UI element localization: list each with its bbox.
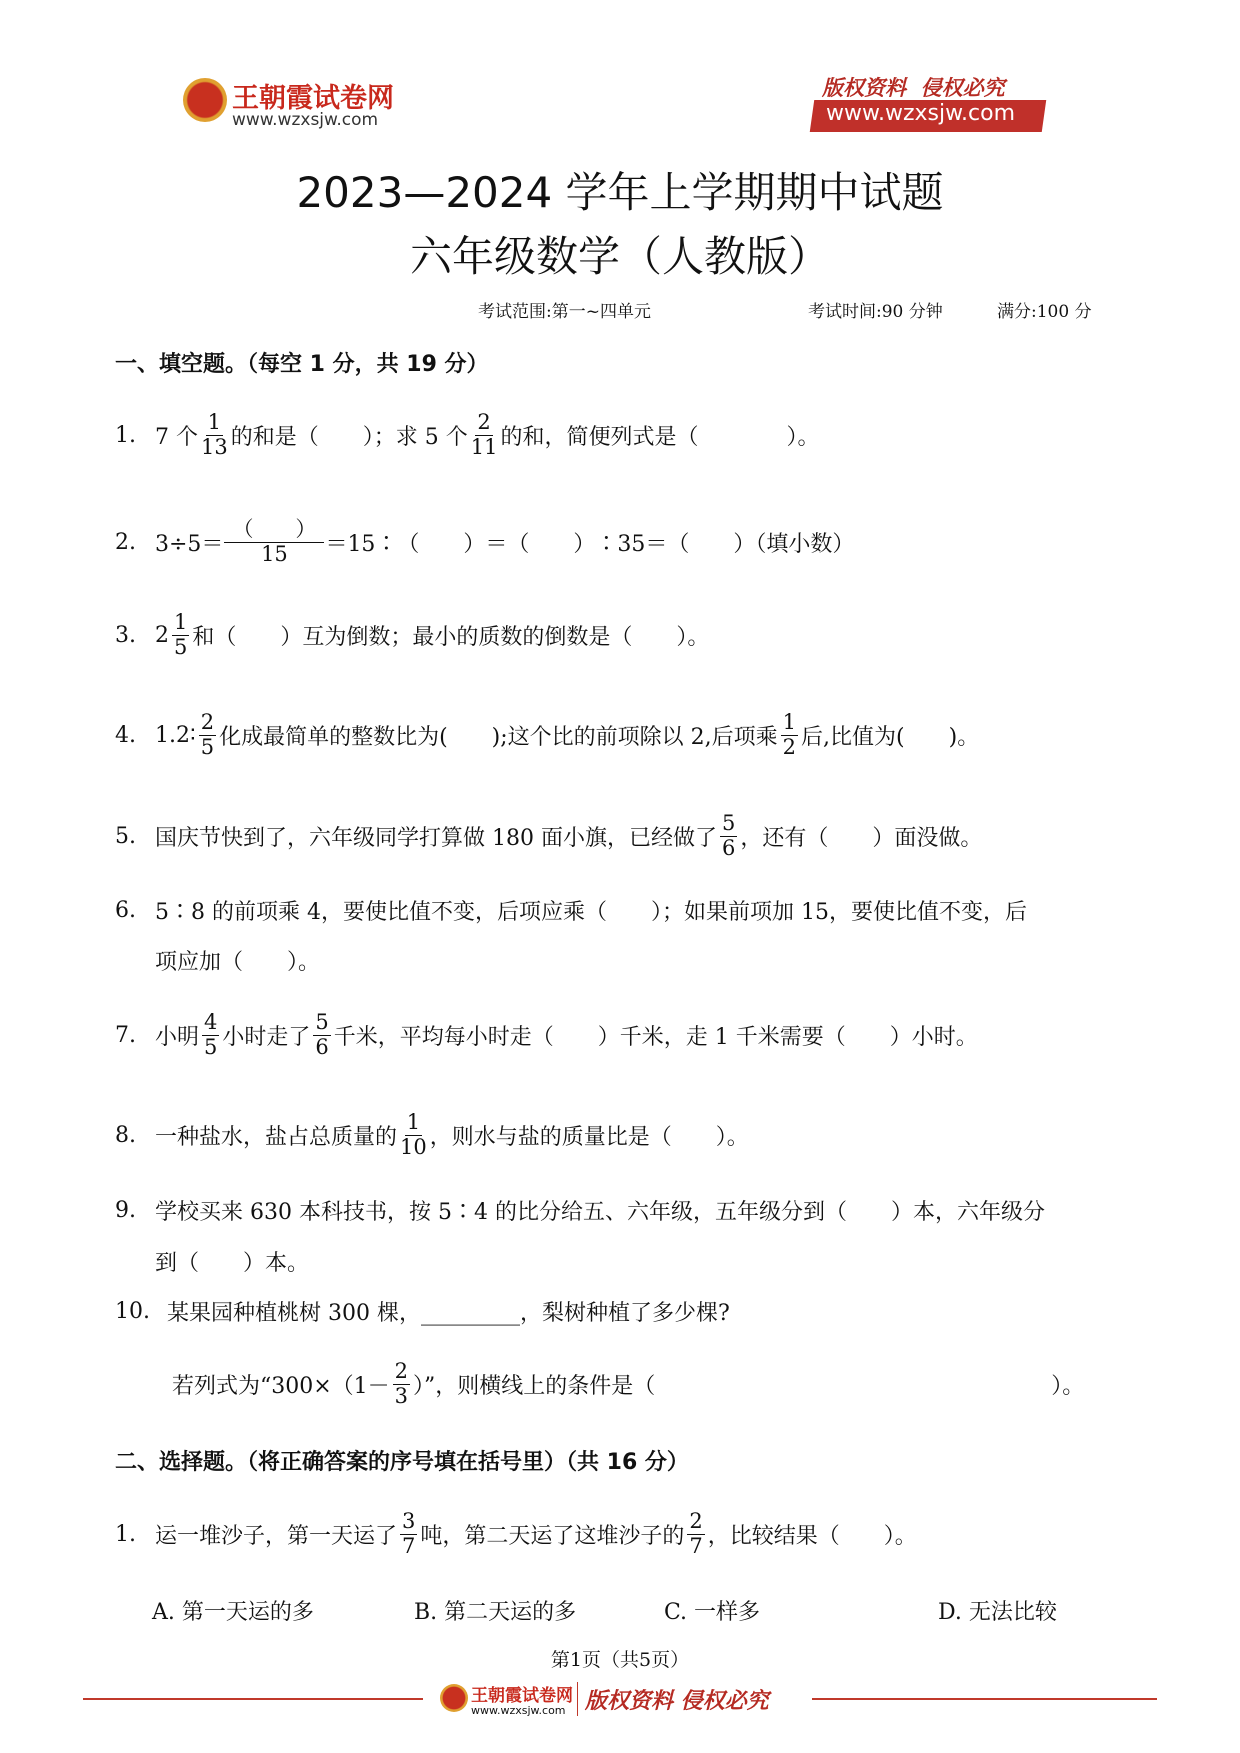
denominator: 5 bbox=[204, 1034, 218, 1059]
footer-divider bbox=[812, 1698, 1157, 1700]
fraction bbox=[172, 611, 189, 658]
element bbox=[440, 1684, 468, 1712]
brand-name: 王朝霞试卷网 bbox=[232, 83, 394, 114]
exam-score: 满分:100 分 bbox=[997, 302, 1092, 322]
denominator: 6 bbox=[315, 1034, 329, 1059]
question-number: 4. bbox=[115, 722, 136, 748]
text: 国庆节快到了，六年级同学打算做 180 面小旗，已经做了 bbox=[155, 825, 717, 851]
text: 化成最简单的整数比为( );这个比的前项除以 2,后项乘 bbox=[219, 724, 778, 750]
text: 2 bbox=[155, 622, 169, 648]
text: ＝15∶（ ）＝（ ）∶35＝（ ）（填小数） bbox=[325, 531, 855, 557]
question-7 bbox=[115, 1005, 978, 1065]
numerator: 2 bbox=[200, 710, 215, 735]
denominator: 11 bbox=[470, 434, 498, 459]
brand-url[interactable]: www.wzxsjw.com bbox=[232, 110, 379, 130]
text: 1.2∶ bbox=[155, 722, 196, 748]
page-number: 第1页（共5页） bbox=[550, 1649, 690, 1671]
question-3 bbox=[115, 605, 709, 665]
option-c: C. 一样多 bbox=[664, 1599, 761, 1625]
question-5 bbox=[115, 806, 982, 866]
denominator: 2 bbox=[782, 734, 797, 759]
banner-url[interactable]: www.wzxsjw.com bbox=[826, 101, 1016, 126]
numerator: 1 bbox=[782, 710, 797, 735]
text: 千米，平均每小时走（ ）千米，走 1 千米需要（ ）小时。 bbox=[333, 1024, 978, 1050]
numerator: 4 bbox=[204, 1010, 218, 1035]
choice-question-1 bbox=[115, 1504, 917, 1564]
text: 一种盐水，盐占总质量的 bbox=[155, 1124, 398, 1150]
text: 的和是（ ）；求 5 个 bbox=[230, 424, 468, 450]
text: 若列式为“300×（1－ bbox=[172, 1373, 390, 1399]
question-number: 1. bbox=[115, 1521, 136, 1547]
exam-subtitle: 六年级数学（人教版） bbox=[409, 232, 830, 281]
denominator: 5 bbox=[174, 634, 188, 659]
question-1 bbox=[115, 405, 819, 465]
fraction bbox=[199, 711, 216, 758]
logo-emblem-icon bbox=[183, 78, 227, 122]
question-number: 7. bbox=[115, 1022, 136, 1048]
numerator: 3 bbox=[402, 1509, 416, 1534]
footer-url[interactable]: www.wzxsjw.com bbox=[471, 1704, 566, 1717]
question-number: 1. bbox=[115, 422, 136, 448]
question-number: 8. bbox=[115, 1122, 136, 1148]
question-number: 3. bbox=[115, 622, 136, 648]
option-b: B. 第二天运的多 bbox=[414, 1599, 577, 1625]
numerator: 1 bbox=[406, 1110, 421, 1135]
text: 某果园种植桃树 300 棵，_________，梨树种植了多少棵? bbox=[167, 1300, 730, 1326]
fraction bbox=[781, 711, 798, 758]
text: 小明 bbox=[155, 1024, 200, 1050]
option-a: A. 第一天运的多 bbox=[152, 1599, 314, 1625]
exam-title: 2023—2024 学年上学期期中试题 bbox=[296, 168, 944, 217]
option-d: D. 无法比较 bbox=[938, 1599, 1057, 1625]
question-8 bbox=[115, 1105, 749, 1165]
question-4 bbox=[115, 705, 979, 765]
question-10-cont bbox=[172, 1354, 1084, 1414]
text: 运一堆沙子，第一天运了 bbox=[155, 1523, 398, 1549]
denominator: 15 bbox=[261, 541, 288, 566]
denominator: 13 bbox=[201, 434, 228, 459]
question-number: 2. bbox=[115, 529, 136, 555]
text: 小时走了 bbox=[222, 1024, 311, 1050]
fraction bbox=[720, 812, 737, 859]
text: 到（ ）本。 bbox=[155, 1250, 310, 1276]
text: ）”，则横线上的条件是（ ）。 bbox=[413, 1373, 1085, 1399]
text: 项应加（ ）。 bbox=[155, 949, 321, 975]
text: 和（ ）互为倒数；最小的质数的倒数是（ ）。 bbox=[192, 624, 710, 650]
denominator: 7 bbox=[402, 1533, 416, 1558]
question-number: 6. bbox=[115, 897, 136, 923]
fraction bbox=[400, 1510, 417, 1557]
text: 7 个 bbox=[155, 424, 198, 450]
question-number: 10. bbox=[115, 1298, 150, 1324]
text: 学校买来 630 本科技书，按 5∶4 的比分给五、六年级，五年级分到（ ）本，六年级分 bbox=[155, 1199, 1045, 1225]
footer-brand: 王朝霞试卷网 bbox=[471, 1686, 573, 1706]
text: 后,比值为( )。 bbox=[801, 724, 980, 750]
text: ，则水与盐的质量比是（ ）。 bbox=[429, 1124, 749, 1150]
fraction bbox=[313, 1011, 330, 1058]
fraction bbox=[226, 518, 322, 565]
numerator: 5 bbox=[721, 811, 736, 836]
text: 5∶8 的前项乘 4，要使比值不变，后项应乘（ ）；如果前项加 15，要使比值不变，后 bbox=[155, 899, 1027, 925]
text: ，比较结果（ ）。 bbox=[707, 1523, 917, 1549]
question-10 bbox=[115, 1281, 730, 1341]
fraction bbox=[393, 1360, 410, 1407]
section-heading: 二、选择题。（将正确答案的序号填在括号里）（共 16 分） bbox=[115, 1449, 689, 1475]
fraction bbox=[202, 1011, 219, 1058]
fraction bbox=[687, 1510, 704, 1557]
numerator: （ ） bbox=[224, 518, 324, 542]
copyright-stamp: 版权资料 侵权必究 bbox=[822, 75, 1005, 100]
footer-divider bbox=[83, 1698, 423, 1700]
fraction bbox=[400, 1111, 427, 1158]
denominator: 7 bbox=[689, 1533, 703, 1558]
numerator: 1 bbox=[174, 610, 188, 635]
footer-logo-icon bbox=[440, 1684, 468, 1712]
footer-copyright: 版权资料 侵权必究 bbox=[585, 1688, 769, 1714]
text: 的和，简便列式是（ ）。 bbox=[500, 424, 820, 450]
text: ，还有（ ）面没做。 bbox=[740, 825, 983, 851]
numerator: 2 bbox=[689, 1509, 703, 1534]
fraction bbox=[471, 411, 498, 458]
numerator: 1 bbox=[207, 410, 222, 435]
question-number: 5. bbox=[115, 823, 136, 849]
question-number: 9. bbox=[115, 1197, 136, 1223]
exam-scope: 考试范围:第一~四单元 bbox=[478, 302, 651, 322]
numerator: 5 bbox=[315, 1010, 329, 1035]
text: 3÷5＝ bbox=[155, 531, 224, 557]
numerator: 2 bbox=[394, 1359, 409, 1384]
numerator: 2 bbox=[477, 410, 491, 435]
denominator: 3 bbox=[394, 1383, 409, 1408]
footer-separator bbox=[577, 1682, 578, 1716]
exam-time: 考试时间:90 分钟 bbox=[808, 302, 943, 322]
denominator: 6 bbox=[721, 835, 736, 860]
question-2 bbox=[115, 512, 854, 572]
element bbox=[183, 78, 227, 122]
denominator: 10 bbox=[400, 1134, 427, 1159]
question-6-cont bbox=[155, 930, 320, 990]
text: 吨，第二天运了这堆沙子的 bbox=[420, 1523, 685, 1549]
fraction bbox=[201, 411, 228, 458]
denominator: 5 bbox=[200, 734, 215, 759]
section-heading: 一、填空题。（每空 1 分，共 19 分） bbox=[115, 351, 489, 377]
